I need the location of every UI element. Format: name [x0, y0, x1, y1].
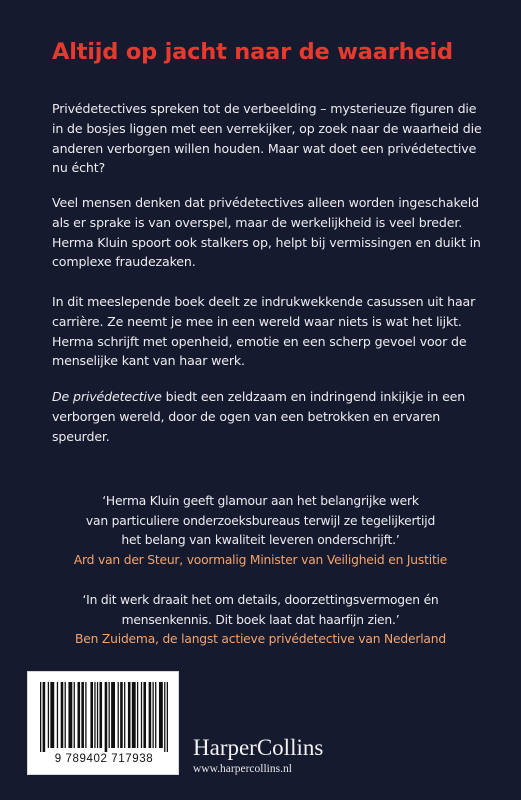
- cover-heading: Altijd op jacht naar de waarheid: [52, 39, 453, 65]
- barcode-bar: [61, 682, 64, 748]
- quote-1-line-1: ‘Herma Kluin geeft glamour aan het belangrijke werk: [102, 494, 419, 508]
- quote-2-attribution: Ben Zuidema, de langst actieve privédetective van Nederland: [75, 632, 446, 647]
- barcode-bar: [159, 682, 163, 748]
- blurb-paragraph-1: [52, 99, 482, 178]
- barcode-bar: [167, 682, 168, 752]
- barcode-bar: [94, 682, 95, 748]
- blurb-paragraph-1-text: Privédetectives spreken tot de verbeelding – mysterieuze figuren die in de bosjes liggen met een verrekijker, op zoek naar de waarheid die anderen verborgen willen houden. Maar wat doet een privédetective nu écht?: [52, 101, 482, 176]
- barcode-bar: [128, 682, 131, 748]
- barcode-bar: [118, 682, 119, 748]
- blurb-paragraph-2-text: Veel mensen denken dat privédetectives alleen worden ingeschakeld als er sprake is van overspel, maar de werkelijkheid is veel breder. Herma Kluin spoort ook stalkers op, helpt bij vermissingen en duikt in complexe fraudezaken.: [52, 195, 481, 270]
- barcode-bar: [65, 682, 66, 748]
- barcode-bar: [90, 682, 93, 748]
- barcode-bar: [68, 682, 72, 748]
- isbn-number: 9 789402 717938: [54, 753, 154, 765]
- barcode-bar: [132, 682, 136, 748]
- blurb-paragraph-4-text: [52, 387, 482, 446]
- barcode-bar: [57, 682, 58, 748]
- blurb-paragraph-2: [52, 193, 482, 272]
- publisher-url: www.harpercollins.nl: [193, 763, 292, 775]
- barcode-bar: [164, 682, 165, 752]
- barcode-bar: [50, 682, 54, 748]
- barcode-bar: [105, 682, 108, 752]
- blurb-paragraph-4: [52, 387, 482, 446]
- barcode-bar: [120, 682, 123, 748]
- barcode-bar: [109, 682, 110, 748]
- barcode-bar: [111, 682, 115, 748]
- barcode-bar: [74, 682, 75, 748]
- quote-2-line-1: ‘In dit werk draait het om details, doorzettingsvermogen én: [82, 593, 439, 607]
- quote-1-line-3: het belang van kwaliteit leveren onderschrijft.’: [121, 533, 400, 548]
- barcode-bar: [152, 682, 153, 748]
- barcode-bar: [149, 682, 152, 748]
- blurb-paragraph-3-text: In dit meeslepende boek deelt ze indrukwekkende casussen uit haar carrière. Ze neemt je mee in een wereld waar niets is wat het lijkt. Herma schrijft met openheid, emotie en een scherp gevoel voor de menselijke kant van haar werk.: [52, 294, 476, 369]
- quote-1-attribution: Ard van der Steur, voormalig Minister van Veiligheid en Justitie: [73, 552, 448, 567]
- barcode-bar: [143, 682, 146, 748]
- barcode-bar: [77, 682, 80, 748]
- barcode-bar: [124, 682, 125, 748]
- blurb-paragraph-4-rest: biedt een zeldzaam en indringend inkijkje in een verborgen wereld, door de ogen van een betrokken en ervaren speurder.: [52, 389, 466, 444]
- blurb-paragraph-3: [52, 292, 482, 371]
- review-quote-2: [20, 591, 501, 650]
- barcode-bar: [85, 682, 86, 748]
- quote-2-line-2: mensenkennis. Dit boek laat dat haarfijn zien.’: [121, 612, 400, 627]
- barcode-bar: [97, 682, 98, 748]
- barcode-bar: [155, 682, 156, 748]
- barcode-bar: [81, 682, 84, 748]
- barcode-bar: [141, 682, 142, 748]
- publisher-logo: HarperCollins: [193, 735, 324, 760]
- barcode-bar: [48, 682, 49, 748]
- barcode-bar: [40, 682, 41, 752]
- quote-1-line-2: van particuliere onderzoeksbureaus terwijl ze tegelijkertijd: [85, 513, 436, 528]
- review-quote-1: [20, 492, 501, 570]
- book-title-italic: De privédetective: [52, 389, 162, 404]
- barcode-bar: [99, 682, 102, 748]
- isbn-barcode: [27, 671, 179, 775]
- barcode-bar: [43, 682, 46, 752]
- barcode-bars: [40, 682, 168, 752]
- barcode-bar: [137, 682, 138, 748]
